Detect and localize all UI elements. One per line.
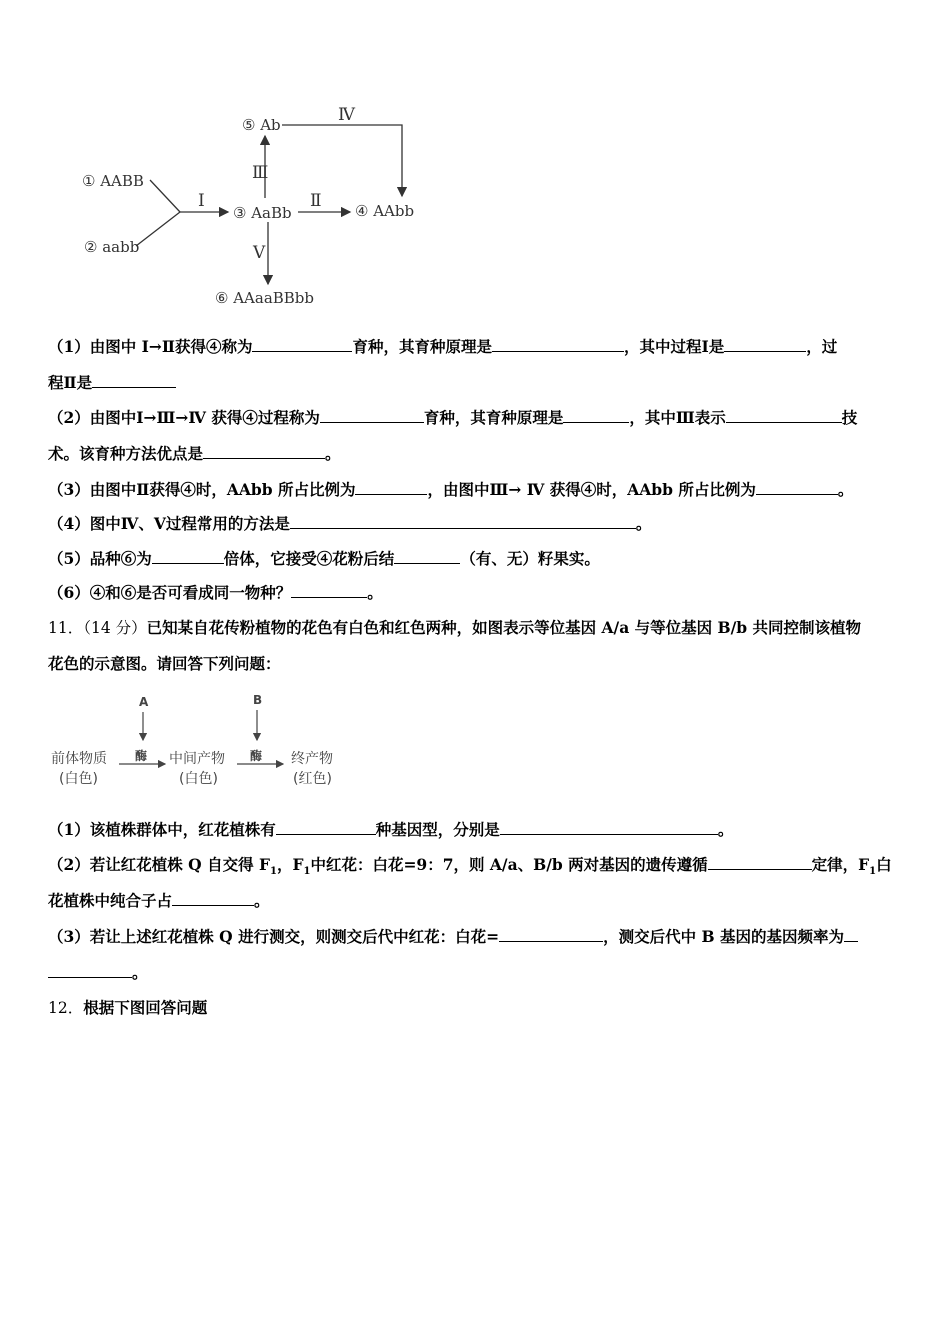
answer-blank[interactable] xyxy=(394,549,460,564)
answer-blank[interactable] xyxy=(152,549,224,564)
q11-part2-text-d: 定律，F xyxy=(811,855,870,874)
label-process-4: Ⅳ xyxy=(338,105,355,125)
subscript-1: 1 xyxy=(869,866,877,878)
q10-part1-line2 xyxy=(48,373,176,393)
breeding-diagram-svg xyxy=(70,100,450,315)
enzyme-1-label: 酶 xyxy=(135,749,148,763)
label-process-5: Ⅴ xyxy=(253,243,266,263)
q10-part1-line1 xyxy=(48,337,837,357)
gene-a-label: A xyxy=(139,695,149,709)
q11-intro-line1 xyxy=(48,618,861,638)
q10-part2-text-f: 。 xyxy=(325,444,341,463)
answer-blank[interactable] xyxy=(726,408,842,423)
q11-part3-line2 xyxy=(48,963,148,983)
q11-intro-text-1: 已知某自花传粉植物的花色有白色和红色两种，如图表示等位基因 A/a 与等位基因 B/b 共同控制该植物 xyxy=(146,618,862,637)
label-process-3: Ⅲ xyxy=(252,163,269,183)
q11-part2-text-a: （2）若让红花植株 Q 自交得 F xyxy=(48,855,270,874)
q11-part2-text-c: 中红花：白花=9：7，则 A/a、B/b 两对基因的遗传遵循 xyxy=(310,855,708,874)
q10-part1-text-a: （1）由图中 Ⅰ→Ⅱ获得④称为 xyxy=(48,337,253,356)
q11-part2-line2 xyxy=(48,891,270,911)
answer-blank[interactable] xyxy=(48,963,132,978)
q10-part2-line2 xyxy=(48,444,341,464)
q10-part2-text-a: （2）由图中Ⅰ→Ⅲ→Ⅳ 获得④过程称为 xyxy=(48,408,320,427)
q10-part6 xyxy=(48,583,383,603)
arrow-process-4 xyxy=(282,125,402,196)
subscript-1: 1 xyxy=(303,866,311,878)
q11-part2-text-e: 白 xyxy=(876,855,892,874)
end-product-color: (红色) xyxy=(293,771,332,787)
q12-line xyxy=(48,998,207,1018)
flower-color-pathway-diagram xyxy=(45,690,355,800)
q10-part4-text-b: 。 xyxy=(635,514,652,533)
q11-part2-text-b: ，F xyxy=(276,855,304,874)
answer-blank[interactable] xyxy=(252,337,352,352)
q10-part2-text-b: 育种，其育种原理是 xyxy=(423,408,564,427)
q11-part2-text-f: 花植株中纯合子占 xyxy=(48,891,173,910)
answer-blank[interactable] xyxy=(320,408,424,423)
q10-part2-text-e: 术。该育种方法优点是 xyxy=(48,444,204,463)
q10-part5 xyxy=(48,549,600,569)
node-aabb-lower: ② aabb xyxy=(84,238,140,256)
q10-part4 xyxy=(48,514,651,534)
q10-part3-text-c: 。 xyxy=(837,480,854,499)
cross-line-lower xyxy=(136,212,180,246)
q10-part1-text-c: ，其中过程Ⅰ是 xyxy=(624,337,725,356)
q10-part5-text-b: 倍体，它接受④花粉后结 xyxy=(223,549,395,568)
q10-part2-text-d: 技 xyxy=(841,408,858,427)
intermediate-color: (白色) xyxy=(179,771,218,787)
intermediate-label: 中间产物 xyxy=(169,751,225,767)
q11-part3-line1 xyxy=(48,927,858,947)
precursor-color: (白色) xyxy=(59,771,98,787)
node-aabb-target: ④ AAbb xyxy=(355,202,415,220)
q10-part3 xyxy=(48,480,853,500)
q10-part5-text-a: （5）品种⑥为 xyxy=(48,549,152,568)
q10-part3-text-a: （3）由图中Ⅱ获得④时，AAbb 所占比例为 xyxy=(48,480,356,499)
answer-blank[interactable] xyxy=(708,855,812,870)
answer-blank[interactable] xyxy=(724,337,806,352)
q12-number: 12． xyxy=(48,999,84,1017)
answer-blank[interactable] xyxy=(492,337,624,352)
q11-part2-line1 xyxy=(48,855,892,882)
q11-part2-text-g: 。 xyxy=(254,891,270,910)
q10-part2-text-c: ，其中Ⅲ表示 xyxy=(629,408,726,427)
answer-blank[interactable] xyxy=(844,927,858,942)
q11-part1-text-a: （1）该植株群体中，红花植株有 xyxy=(48,820,276,839)
gene-b-label: B xyxy=(253,693,263,707)
q10-part3-text-b: ，由图中Ⅲ→ Ⅳ 获得④时，AAbb 所占比例为 xyxy=(427,480,756,499)
answer-blank[interactable] xyxy=(500,820,718,835)
q10-part1-text-b: 育种，其育种原理是 xyxy=(352,337,492,356)
q11-part1-text-b: 种基因型，分别是 xyxy=(375,820,500,839)
label-process-1: Ⅰ xyxy=(198,191,205,211)
precursor-label: 前体物质 xyxy=(51,751,107,767)
q10-part6-text-a: （6）④和⑥是否可看成同一物种？ xyxy=(48,583,292,602)
q10-part4-text-a: （4）图中Ⅳ、Ⅴ过程常用的方法是 xyxy=(48,514,290,533)
pathway-svg xyxy=(45,690,355,800)
q10-part5-text-c: （有、无）籽果实。 xyxy=(460,549,600,568)
node-aabb-hybrid: ③ AaBb xyxy=(233,204,292,222)
q10-part1-text-d: ，过 xyxy=(806,337,838,356)
label-process-2: Ⅱ xyxy=(310,191,322,211)
answer-blank[interactable] xyxy=(355,480,427,495)
end-product-label: 终产物 xyxy=(291,751,333,767)
answer-blank[interactable] xyxy=(499,927,603,942)
answer-blank[interactable] xyxy=(291,583,367,598)
cross-line-upper xyxy=(150,180,180,212)
answer-blank[interactable] xyxy=(563,408,629,423)
q11-part3-text-c: 。 xyxy=(132,963,148,982)
q11-intro-text-2: 花色的示意图。请回答下列问题： xyxy=(48,654,281,673)
node-polyploid: ⑥ AAaaBBbb xyxy=(215,289,315,307)
breeding-diagram xyxy=(70,100,450,315)
q10-part1-text-e: 程Ⅱ是 xyxy=(48,373,93,392)
q11-part3-text-b: ，测交后代中 B 基因的基因频率为 xyxy=(603,927,844,946)
q12-text: 根据下图回答问题 xyxy=(83,998,208,1017)
q11-intro-line2 xyxy=(48,654,281,674)
answer-blank[interactable] xyxy=(290,514,636,529)
answer-blank[interactable] xyxy=(172,891,254,906)
enzyme-2-label: 酶 xyxy=(250,749,263,763)
answer-blank[interactable] xyxy=(203,444,325,459)
q11-part3-text-a: （3）若让上述红花植株 Q 进行测交，则测交后代中红花：白花= xyxy=(48,927,500,946)
answer-blank[interactable] xyxy=(756,480,838,495)
node-ab-haploid: ⑤ Ab xyxy=(242,116,281,134)
q11-part1-text-c: 。 xyxy=(717,820,734,839)
q10-part2-line1 xyxy=(48,408,857,428)
node-aabb-upper: ① AABB xyxy=(82,172,144,190)
answer-blank[interactable] xyxy=(276,820,376,835)
q10-part6-text-b: 。 xyxy=(367,583,383,602)
subscript-1: 1 xyxy=(269,866,277,878)
answer-blank[interactable] xyxy=(92,373,176,388)
q11-part1 xyxy=(48,820,733,840)
q11-number: 11．（14 分） xyxy=(48,619,147,637)
